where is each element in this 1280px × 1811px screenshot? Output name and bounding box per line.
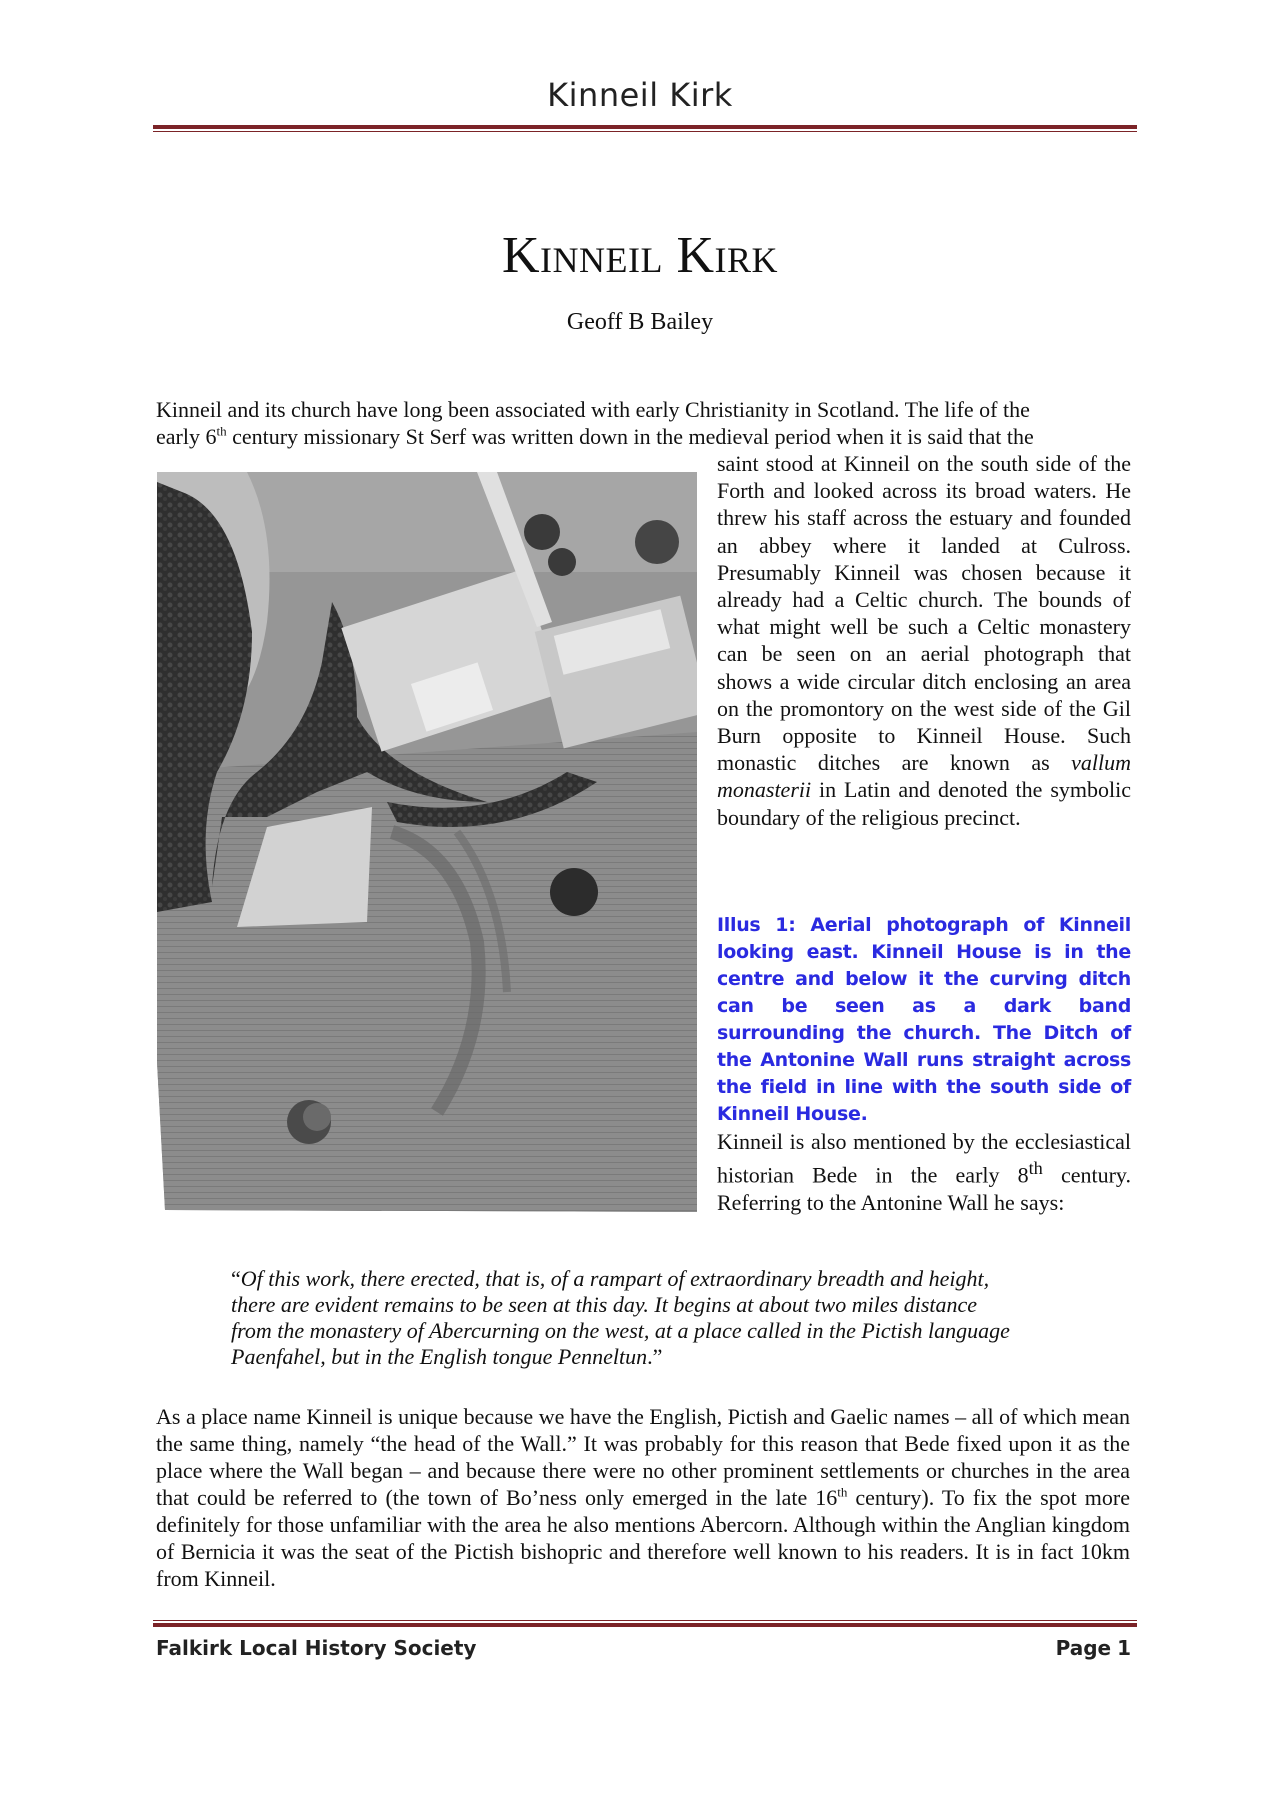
bede-paragraph: Kinneil is also mentioned by the ecclesiastical historian Bede in the early 8th century. Referring to the Antonine Wall he says: [717, 1129, 1131, 1215]
intro-paragraph [156, 396, 1130, 450]
intro-line-1: Kinneil and its church have long been associated with early Christianity in Scotland. The life of the [156, 397, 1030, 422]
page-number: Page 1 [1055, 1636, 1131, 1660]
header-rule [153, 125, 1137, 132]
closing-paragraph: As a place name Kinneil is unique because we have the English, Pictish and Gaelic names – all of which mean the same thing, namely “the head of the Wall.” It was probably for this reason that Bede fixed upon it as the place where the Wall began – and because there were no other prominent settlements or churches in the area that could be referred to (the town of Bo’ness only emerged in the late 16th century). To fix the spot more definitely for those unfamiliar with the area he also mentions Abercorn. Although within the Anglian kingdom of Bernicia it was the seat of the Pictish bishopric and therefore well known to his readers. It is in fact 10km from Kinneil. [156, 1404, 1130, 1591]
author-name: Geoff B Bailey [566, 309, 714, 335]
footer-society: Falkirk Local History Society [156, 1636, 477, 1660]
column-paragraph: saint stood at Kinneil on the south side of the Forth and looked across its broad waters. He threw his staff across the estuary and founded an abbey where it landed at Culross. Presumably Kinneil was chosen because it already had a Celtic church. The bounds of what might well be such a Celtic monastery can be seen on an aerial photograph that shows a wide circular ditch enclosing an area on the promontory on the west side of the Gil Burn opposite to Kinneil House. Such monastic ditches are known as vallum monasterii in Latin and denoted the symbolic boundary of the religious precinct. [717, 451, 1131, 830]
intro-line-2: early 6th century missionary St Serf was written down in the medieval period when it is said that the [156, 423, 1034, 449]
article-title: KINNEIL KIRK [501, 227, 779, 284]
bede-quotation: “Of this work, there erected, that is, of a rampart of extraordinary breadth and height, there are evident remains to be seen at this day. It begins at about two miles distance from the monastery of Abercurning on the west, at a place called in the Pictish language Paenfahel, but in the English tongue Penneltun.” [231, 1266, 1010, 1369]
running-header: Kinneil Kirk [547, 76, 733, 114]
footer-rule [153, 1620, 1137, 1627]
aerial-photograph [157, 472, 697, 1218]
photo-caption: Illus 1: Aerial photograph of Kinneil looking east. Kinneil House is in the centre and below it the curving ditch can be seen as a dark band surrounding the church. The Ditch of the Antonine Wall runs straight across the field in line with the south side of Kinneil House. [717, 914, 1131, 1125]
